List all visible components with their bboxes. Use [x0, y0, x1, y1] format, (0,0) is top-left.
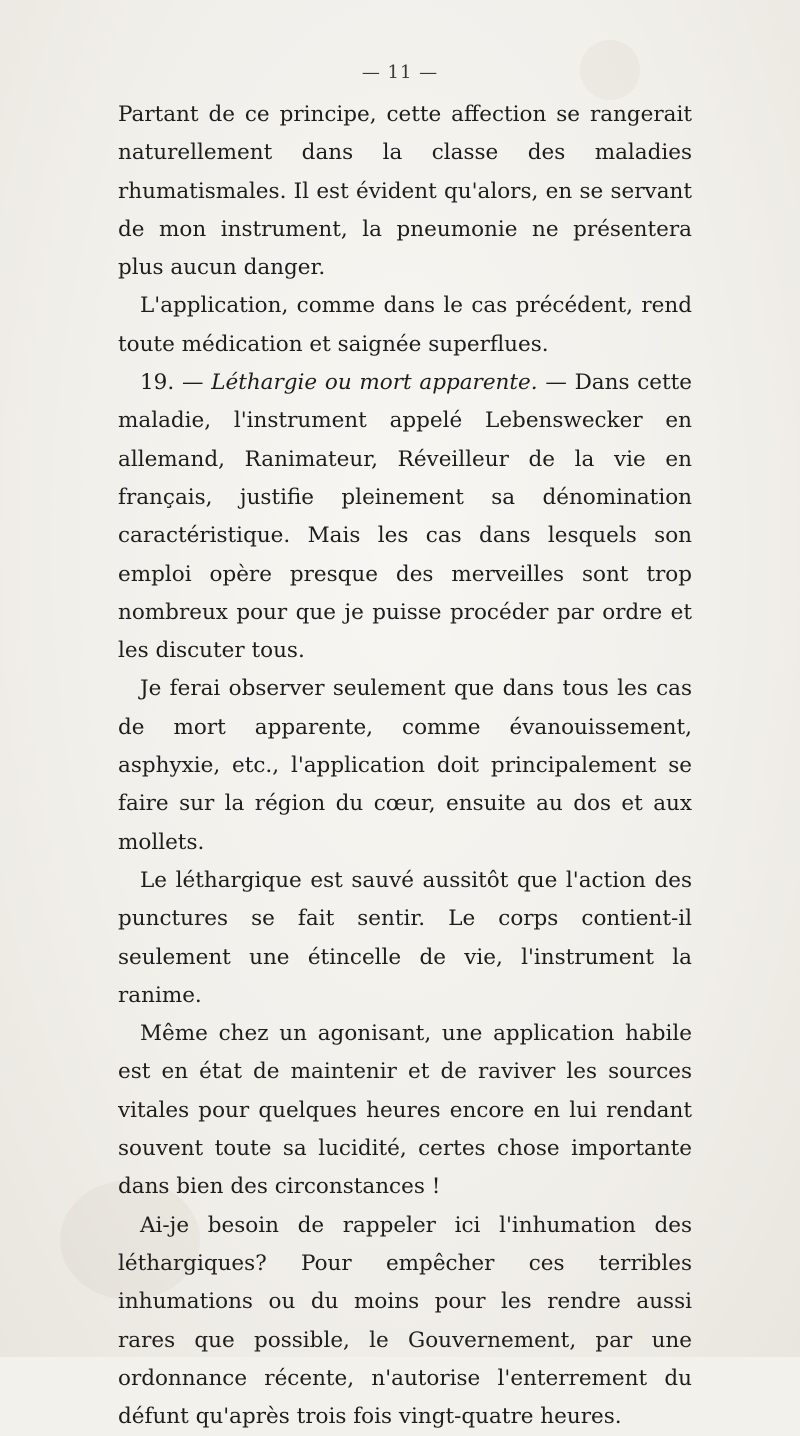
- page-number-header: — 11 —: [361, 62, 439, 83]
- paragraph-1: Partant de ce principe, cette affection se rangerait naturellement dans la classe des maladies rhumatismales. Il est évident qu'alors, en se servant de mon instrument, la pneumonie ne présentera plus aucun danger.: [118, 102, 692, 281]
- paragraph-5: Le léthargique est sauvé aussitôt que l'action des punctures se fait sentir. Le corps contient-il seulement une étincelle de vie, l'instrument la ranime.: [118, 867, 692, 1008]
- section-title: Léthargie ou mort apparente.: [211, 370, 538, 396]
- paragraph-3-section-19: [118, 364, 692, 670]
- paragraph-4: Je ferai observer seulement que dans tous les cas de mort apparente, comme évanouissement, asphyxie, etc., l'application doit principalement se faire sur la région du cœur, ensuite au dos et aux mollets.: [118, 676, 692, 855]
- section-number: 19.: [140, 370, 175, 396]
- paragraph-2: L'application, comme dans le cas précédent, rend toute médication et saignée superflues.: [118, 293, 692, 357]
- body-text: [118, 96, 692, 1436]
- paragraph-6: Même chez un agonisant, une application habile est en état de maintenir et de raviver les sources vitales pour quelques heures encore en lui rendant souvent toute sa lucidité, certes chose importante dans bien des circonstances !: [118, 1021, 692, 1200]
- section-dash: —: [174, 370, 212, 396]
- section-text: — Dans cette maladie, l'instrument appelé Lebenswecker en allemand, Ranimateur, Réveilleur de la vie en français, justifie pleinement sa dénomination caractéristique. Mais les cas dans lesquels son emploi opère presque des merveilles sont trop nombreux pour que je puisse procéder par ordre et les discuter tous.: [118, 370, 693, 664]
- paragraph-7: Ai-je besoin de rappeler ici l'inhumation des léthargiques? Pour empêcher ces terribles inhumations ou du moins pour les rendre aussi rares que possible, le Gouvernement, par une ordonnance récente, n'autorise l'enterrement du défunt qu'après trois fois vingt-quatre heures.: [118, 1212, 692, 1430]
